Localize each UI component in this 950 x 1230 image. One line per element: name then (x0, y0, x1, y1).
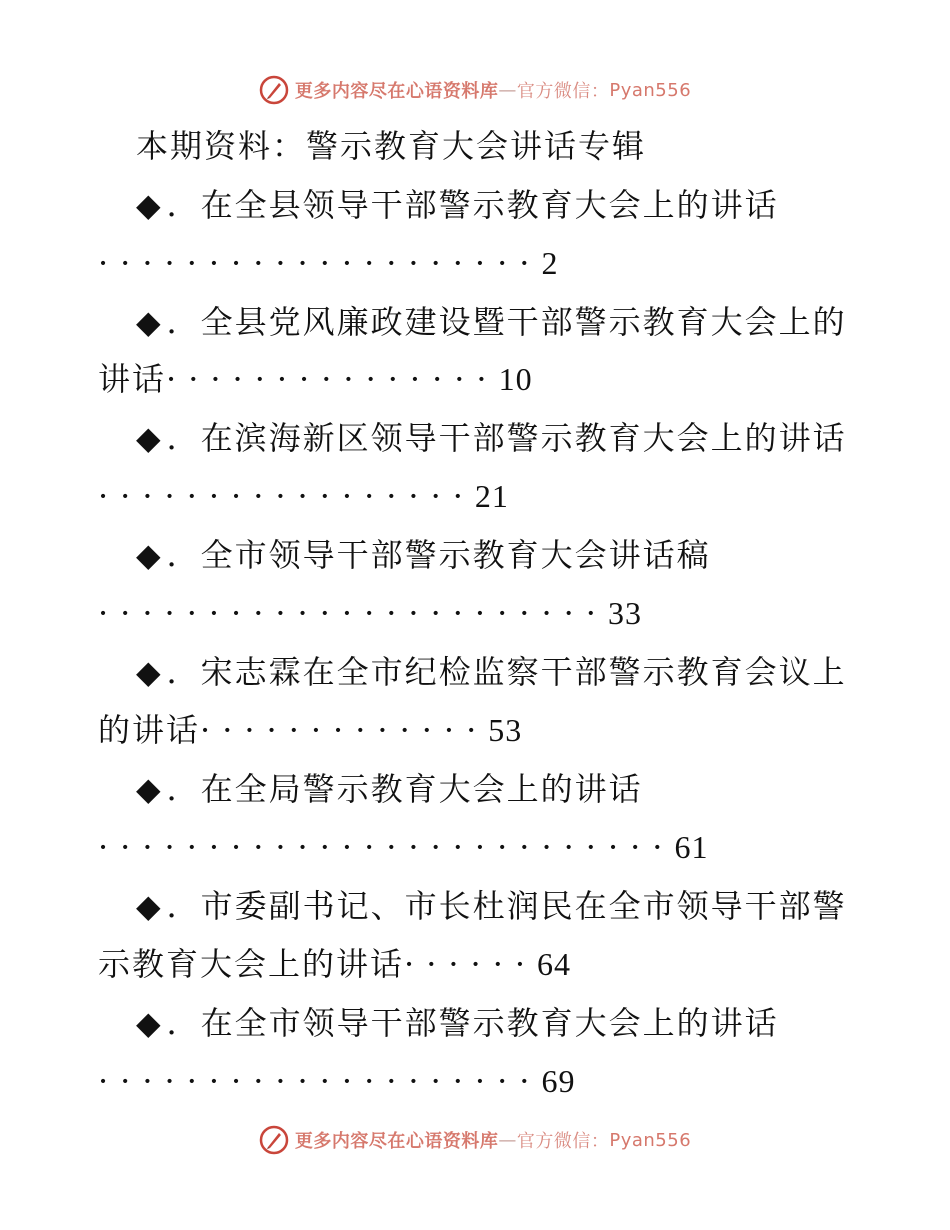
toc-entry-title: ．在滨海新区领导干部警示教育大会上的讲话 (166, 419, 847, 457)
page-number: 64 (537, 946, 572, 982)
toc-entry-7-leader (98, 939, 950, 989)
dot-leader: ···················· (98, 244, 542, 282)
toc-entry-continuation: 示教育大会上的讲话 (98, 945, 405, 983)
page-number: 21 (474, 478, 509, 514)
header-banner (0, 70, 950, 110)
bullet-diamond-icon: ◆ (136, 536, 163, 574)
header-wechat-id: Pyan556 (609, 79, 692, 101)
dot-leader: ················· (98, 477, 475, 515)
quill-logo-icon (259, 75, 289, 105)
quill-logo-icon (259, 1125, 289, 1155)
toc-entry-3-leader (98, 471, 950, 521)
toc-entry-4-leader (98, 588, 950, 638)
toc-entry-6-leader (98, 822, 950, 872)
toc-entry-5-leader (98, 705, 950, 755)
footer-wechat-label: 官方微信： (516, 1131, 610, 1152)
bullet-diamond-icon: ◆ (136, 303, 163, 341)
header-separator: — (498, 79, 517, 101)
toc-entry-title: ．在全局警示教育大会上的讲话 (166, 770, 643, 808)
page-number: 61 (674, 829, 709, 865)
toc-entry-continuation: 讲话 (98, 360, 167, 398)
dot-leader: ·························· (98, 828, 675, 866)
footer-banner (0, 1120, 950, 1160)
footer-wechat-id: Pyan556 (609, 1129, 692, 1151)
toc-entry-1[interactable] (136, 180, 950, 230)
toc-entry-continuation: 的讲话 (98, 711, 201, 749)
toc-entry-6[interactable] (136, 764, 950, 814)
bullet-diamond-icon: ◆ (136, 653, 163, 691)
toc-entry-title: ．在全市领导干部警示教育大会上的讲话 (166, 1004, 779, 1042)
toc-entry-title: ．市委副书记、市长杜润民在全市领导干部警 (166, 887, 847, 925)
toc-entry-3[interactable] (136, 413, 950, 463)
page-number: 53 (488, 712, 523, 748)
header-wechat-label: 官方微信： (516, 81, 610, 102)
toc-entry-5[interactable] (136, 647, 950, 697)
dot-leader: ············· (200, 711, 489, 749)
toc-entry-8-leader (98, 1056, 950, 1106)
document-title: 本期资料：警示教育大会讲话专辑 (136, 127, 647, 165)
toc-entry-2-leader (98, 354, 950, 404)
toc-entry-title: ．在全县领导干部警示教育大会上的讲话 (166, 186, 779, 224)
dot-leader: ······ (404, 945, 538, 983)
bullet-diamond-icon: ◆ (136, 1004, 163, 1042)
dot-leader: ··············· (166, 360, 499, 398)
dot-leader: ···················· (98, 1062, 542, 1100)
dot-leader: ······················· (98, 594, 608, 632)
footer-brand-text: 更多内容尽在心语资料库 (294, 1131, 499, 1152)
bullet-diamond-icon: ◆ (136, 419, 163, 457)
header-brand-text: 更多内容尽在心语资料库 (294, 81, 499, 102)
page-number: 10 (498, 361, 533, 397)
toc-entry-4[interactable] (136, 530, 950, 580)
toc-entry-title: ．全县党风廉政建设暨干部警示教育大会上的 (166, 303, 847, 341)
toc-entry-8[interactable] (136, 998, 950, 1048)
bullet-diamond-icon: ◆ (136, 186, 163, 224)
toc-entry-title: ．宋志霖在全市纪检监察干部警示教育会议上 (166, 653, 847, 691)
footer-separator: — (498, 1129, 517, 1151)
toc-entry-title: ．全市领导干部警示教育大会讲话稿 (166, 536, 711, 574)
toc-entry-7[interactable] (136, 881, 950, 931)
page-number: 33 (607, 595, 642, 631)
bullet-diamond-icon: ◆ (136, 770, 163, 808)
bullet-diamond-icon: ◆ (136, 887, 163, 925)
toc-entry-1-leader (98, 238, 950, 288)
toc-entry-2[interactable] (136, 297, 950, 347)
page-number: 69 (541, 1063, 576, 1099)
page-number: 2 (541, 245, 559, 281)
